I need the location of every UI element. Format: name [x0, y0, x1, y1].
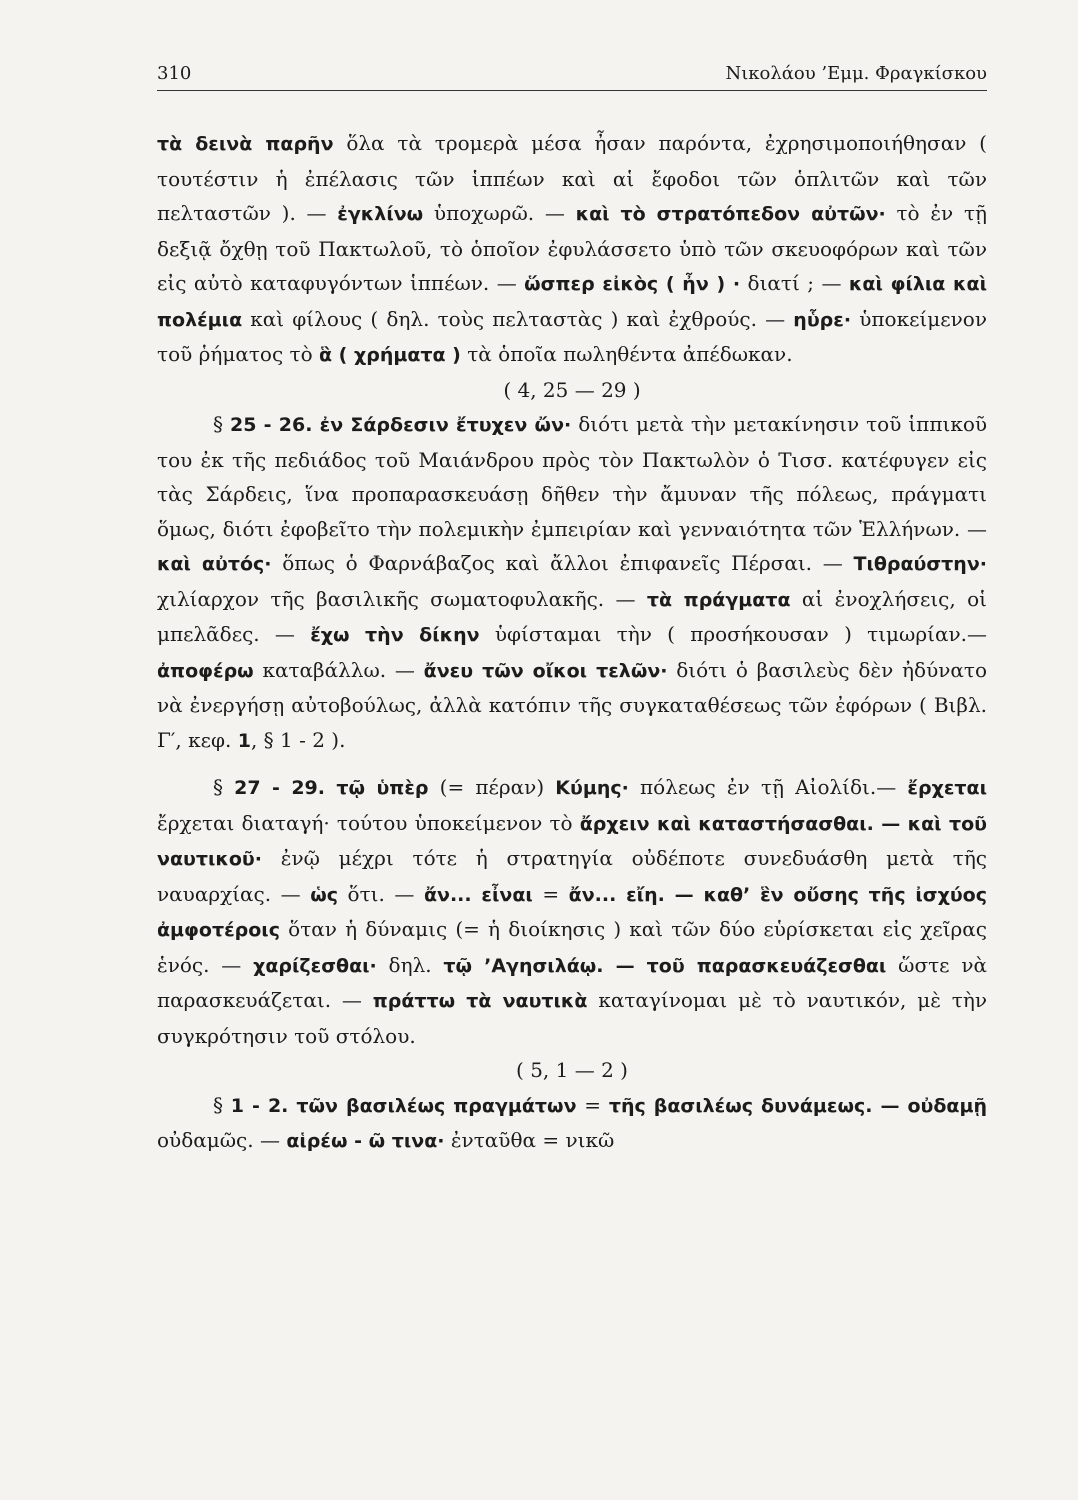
gloss: ὑφίσταμαι τὴν ( προσήκουσαν ) τιμωρίαν.— — [479, 622, 987, 646]
paragraph-1 — [157, 126, 987, 373]
gloss: ὅλα τὰ τρομερὰ μέσα ἦσαν παρόντα, ἐχρησιμοποιήθησαν ( τουτέστιν ἡ ἐπέλασις τῶν ἱππέων καὶ αἱ ἔφοδοι τῶν ὁπλιτῶν καὶ τῶν πελταστῶν ). — — [157, 131, 987, 225]
section-heading-5-1-2: ( 5, 1 — 2 ) — [516, 1058, 628, 1082]
term: καὶ φίλια καὶ πολέμια — [157, 273, 987, 331]
gloss: = — [576, 1092, 609, 1117]
term: ἄν... εἴη. — καθ’ ἓν οὔσης τῆς ἰσχύος ἀμφοτέροις — [157, 883, 987, 941]
gloss: ἔρχεται διαταγή· τούτου ὑποκείμενον τὸ — [157, 810, 580, 835]
term: Κύμης· — [555, 777, 629, 799]
paragraph-4 — [157, 1088, 987, 1159]
gloss: ὅπως ὁ Φαρνάβαζος καὶ ἄλλοι ἐπιφανεῖς Πέρσαι. — — [271, 551, 854, 575]
gloss: διότι ὁ βασιλεὺς δὲν ἠδύνατο νὰ ἐνεργήσῃ αὐτοβούλως, ἀλλὰ κατόπιν τῆς συγκαταθέσεως τῶν ἐφόρων ( Βιβλ. Γ′, κεφ. — [157, 657, 988, 752]
gloss: πόλεως ἐν τῇ Αἰολίδι.— — [628, 775, 908, 799]
term: τῆς βασιλέως δυνάμεως. — οὐδαμῇ — [608, 1094, 987, 1117]
gloss: διότι μετὰ τὴν μετακίνησιν τοῦ ἱππικοῦ του ἐκ τῆς πεδιάδος τοῦ Μαιάνδρου πρὸς τὸν Πακτωλὸν ὁ Τισσ. κατέφυγεν εἰς τὰς Σάρδεις, ἵνα προπαρασκευάσῃ δῆθεν τὴν ἄμυναν τῆς πόλεως, πράγματι ὅμως, διότι ἐφοβεῖτο τὴν πολεμικὴν ἐμπειρίαν καὶ γενναιότητα τῶν Ἑλλήνων. — — [157, 412, 988, 541]
section-sign: § — [213, 775, 235, 799]
term: ηὗρε· — [793, 308, 852, 331]
gloss: = — [532, 881, 569, 906]
term: 1 - 2. τῶν βασιλέως πραγμάτων — [230, 1094, 577, 1117]
term: χαρίζεσθαι· — [253, 954, 377, 977]
gloss: τὸ ἐν τῇ δεξιᾷ ὄχθῃ τοῦ Πακτωλοῦ, τὸ ὁποῖον ἐφυλάσσετο ὑπὸ τῶν σκευοφόρων καὶ τῶν εἰς αὐτὸ καταφυγόντων ἱππέων. — — [157, 201, 987, 295]
gloss: καταγίνομαι μὲ τὸ ναυτικόν, μὲ τὴν συγκρότησιν τοῦ στόλου. — [157, 988, 987, 1048]
term: ἔρχεται — [907, 777, 987, 799]
term: ἀποφέρω — [157, 659, 254, 682]
term: 1 — [237, 729, 251, 752]
term: ἔχω τὴν δίκην — [310, 624, 480, 646]
page-number: 310 — [157, 63, 192, 84]
running-header — [157, 58, 987, 91]
term: καὶ αὐτός· — [157, 553, 272, 575]
term: ὥσπερ εἰκὸς ( ἦν ) · — [524, 273, 741, 295]
term: καὶ τὸ στρατόπεδον αὐτῶν· — [575, 203, 886, 225]
term: ὡς — [310, 883, 338, 906]
gloss: καὶ φίλους ( δηλ. τοὺς πελταστὰς ) καὶ ἐχθρούς. — — [242, 306, 794, 331]
gloss: ἐνῷ μέχρι τότε ἡ στρατηγία οὐδέποτε συνεδυάσθη μετὰ τῆς ναυαρχίας. — — [157, 846, 987, 906]
term: 25 - 26. ἐν Σάρδεσιν ἔτυχεν ὤν· — [229, 414, 572, 436]
gloss: διατί ; — — [740, 271, 849, 295]
running-title: Νικολάου ’Εμμ. Φραγκίσκου — [725, 63, 987, 84]
gloss: ὅτι. — — [338, 881, 424, 906]
section-heading-4-25-29: ( 4, 25 — 29 ) — [503, 377, 641, 402]
gloss: χιλίαρχον τῆς βασιλικῆς σωματοφυλακῆς. — — [157, 586, 647, 611]
term: τὰ πράγματα — [646, 588, 791, 611]
gloss: ὅταν ἡ δύναμις (= ἡ διοίκησις ) καὶ τῶν δύο εὑρίσκεται εἰς χεῖρας ἑνός. — — [157, 917, 987, 977]
term: τὰ δεινὰ παρῆν — [157, 133, 334, 155]
term: αἱρέω - ῶ τινα· — [286, 1130, 445, 1152]
paragraph-3 — [157, 770, 987, 1053]
gloss: οὐδαμῶς. — — [157, 1128, 287, 1152]
section-sign: § — [213, 1092, 231, 1117]
term: ἐγκλίνω — [337, 203, 424, 225]
commentary-text — [157, 126, 987, 1159]
paragraph-2 — [157, 407, 987, 758]
gloss: (= πέραν) — [428, 775, 556, 799]
gloss: ὑποχωρῶ. — — [423, 201, 576, 225]
term: ἄν... εἶναι — [423, 883, 533, 906]
term: Τιθραύστην· — [853, 553, 987, 575]
section-sign: § — [213, 412, 230, 436]
gloss: καταβάλλω. — — [253, 657, 424, 682]
gloss: , § 1 - 2 ). — [250, 727, 346, 752]
term: 27 - 29. τῷ ὑπὲρ — [234, 777, 429, 799]
term: ἄνευ τῶν οἴκοι τελῶν· — [423, 659, 668, 682]
gloss: αἱ ἐνοχλήσεις, οἱ μπελᾶδες. — — [157, 586, 987, 646]
term: τῷ ’Αγησιλάῳ. — τοῦ παρασκευάζεσθαι — [443, 954, 887, 977]
term: πράττω τὰ ναυτικὰ — [372, 990, 588, 1012]
gloss: ὑποκείμενον τοῦ ῥήματος τὸ — [157, 306, 987, 366]
gloss: δηλ. — [376, 952, 444, 977]
gloss: τὰ ὁποῖα πωληθέντα ἀπέδωκαν. — [460, 342, 793, 366]
gloss: ἐνταῦθα = νικῶ — [444, 1128, 615, 1152]
gloss: ὥστε νὰ παρασκευάζεται. — — [157, 952, 987, 1012]
term: ἄρχειν καὶ καταστήσασθαι. — καὶ τοῦ ναυτικοῦ· — [157, 812, 987, 870]
term: ἃ ( χρήματα ) — [319, 344, 461, 366]
